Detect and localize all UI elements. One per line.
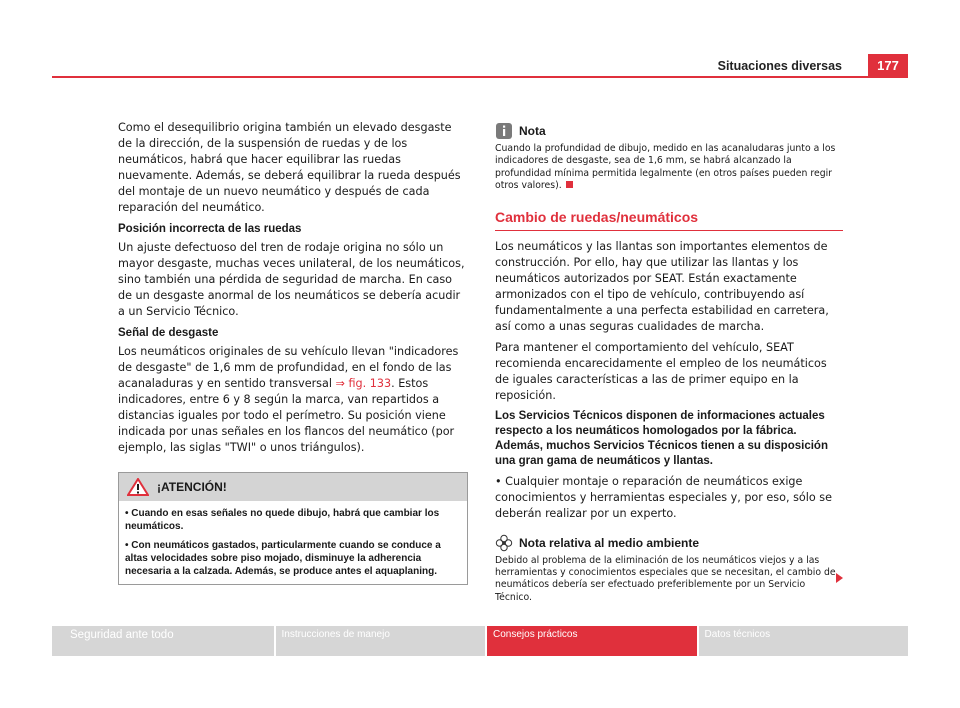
right-column xyxy=(495,122,843,604)
tire-paragraph-3: • Cualquier montaje o reparación de neumáticos exige conocimientos y herramientas especiales y, por eso, sólo se deberán realizar por un experto. xyxy=(495,474,832,520)
figure-reference-link[interactable]: fig. 133 xyxy=(344,377,392,390)
note-text xyxy=(495,143,843,193)
note-text-content: Cuando la profundidad de dibujo, medido en las acanaludaras junto a los indicadores de desgaste, sea de 1,6 mm, se habrá alcanzado la profundidad mínima permitida legalmente (en otros países pueden regir otros valores). xyxy=(495,143,836,192)
wear-indicator-paragraph xyxy=(118,344,468,456)
note-title: Nota xyxy=(519,124,546,138)
tire-paragraph-2: Para mantener el comportamiento del vehículo, SEAT recomienda encarecidamente el empleo de los neumáticos de iguales características a las de primer equipo en la reposición. xyxy=(495,340,827,402)
alignment-paragraph: Un ajuste defectuoso del tren de rodaje origina no sólo un mayor desgaste, muchas veces unilateral, de los neumáticos, sino también una pérdida de seguridad de marcha. En caso de un desgaste anormal de los neumáticos se debería acudir a un Servicio Técnico. xyxy=(118,241,465,318)
environment-note-text: Debido al problema de la eliminación de los neumáticos viejos y a las herramientas y conocimientos especiales que se necesitan, el cambio de neumáticos debería ser efectuado preferiblemente por un Servicio Técnico. xyxy=(495,554,836,603)
page-number: 177 xyxy=(868,54,908,78)
end-mark-icon xyxy=(566,181,573,188)
intro-paragraph: Como el desequilibrio origina también un elevado desgaste de la dirección, de la suspensión de ruedas y de los neumáticos, habrá que hacer equilibrar las ruedas nuevamente. Además, se deberá equilibrar la rueda después del montaje de un nuevo neumático y después de cada reparación del neumático. xyxy=(118,121,461,214)
wear-text-after: . Estos indicadores, entre 6 y 8 según la marca, van repartidos a distancias iguales por todo el perímetro. Su posición viene indicada por unas señales en los flancos del neumático (por ejemplo, las siglas "TWI" o unos triángulos). xyxy=(118,377,455,454)
warning-body xyxy=(119,501,467,584)
environment-flower-icon xyxy=(495,534,513,552)
warning-item: • Con neumáticos gastados, particularmente cuando se conduce a altas velocidades sobre piso mojado, disminuye la adherencia necesaria a la calzada. Además, se produce antes el aquaplaning. xyxy=(125,540,441,577)
note-header xyxy=(495,122,843,140)
heading-wear-indicator: Señal de desgaste xyxy=(118,327,219,339)
warning-header xyxy=(119,473,467,501)
continue-arrow-icon xyxy=(836,573,843,583)
tab-seguridad[interactable]: Seguridad ante todo xyxy=(52,626,274,656)
wear-text-before: Los neumáticos originales de su vehículo llevan "indicadores de desgaste" de 1,6 mm de profundidad, en el fondo de las acanaladuras y en sentido transversal xyxy=(118,345,459,390)
note-icon xyxy=(495,122,513,140)
tire-paragraph-1: Los neumáticos y las llantas son importantes elementos de construcción. Por ello, hay que utilizar las llantas y los neumáticos autorizados por SEAT. Están exactamente armonizados con el tipo de vehículo, contribuyendo así fundamentalmente a una perfecta estabilidad en carretera, así como a unas seguras cualidades de marcha. xyxy=(495,239,829,333)
environment-note xyxy=(495,534,843,605)
section-heading-tire-change: Cambio de ruedas/neumáticos xyxy=(495,209,843,231)
tab-consejos[interactable]: Consejos prácticos xyxy=(487,626,697,656)
heading-wheel-alignment: Posición incorrecta de las ruedas xyxy=(118,223,302,235)
tab-datos[interactable]: Datos técnicos xyxy=(699,626,909,656)
left-column xyxy=(118,120,468,585)
warning-triangle-icon xyxy=(127,478,149,496)
header-rule xyxy=(52,76,908,78)
environment-note-title: Nota relativa al medio ambiente xyxy=(519,535,700,550)
footer-nav xyxy=(52,626,908,656)
service-info-paragraph: Los Servicios Técnicos disponen de informaciones actuales respecto a los neumáticos homologados por la fábrica. Además, muchos Servicios Técnicos tienen a su disposición una gran gama de neumáticos y llantas. xyxy=(495,409,828,467)
environment-note-header xyxy=(495,534,843,552)
warning-title: ¡ATENCIÓN! xyxy=(157,480,227,494)
warning-item: • Cuando en esas señales no quede dibujo, habrá que cambiar los neumáticos. xyxy=(125,508,440,532)
warning-box xyxy=(118,472,468,585)
tab-instrucciones[interactable]: Instrucciones de manejo xyxy=(276,626,486,656)
running-header: Situaciones diversas xyxy=(717,59,842,73)
xref-arrow-icon: ⇒ xyxy=(335,377,345,390)
